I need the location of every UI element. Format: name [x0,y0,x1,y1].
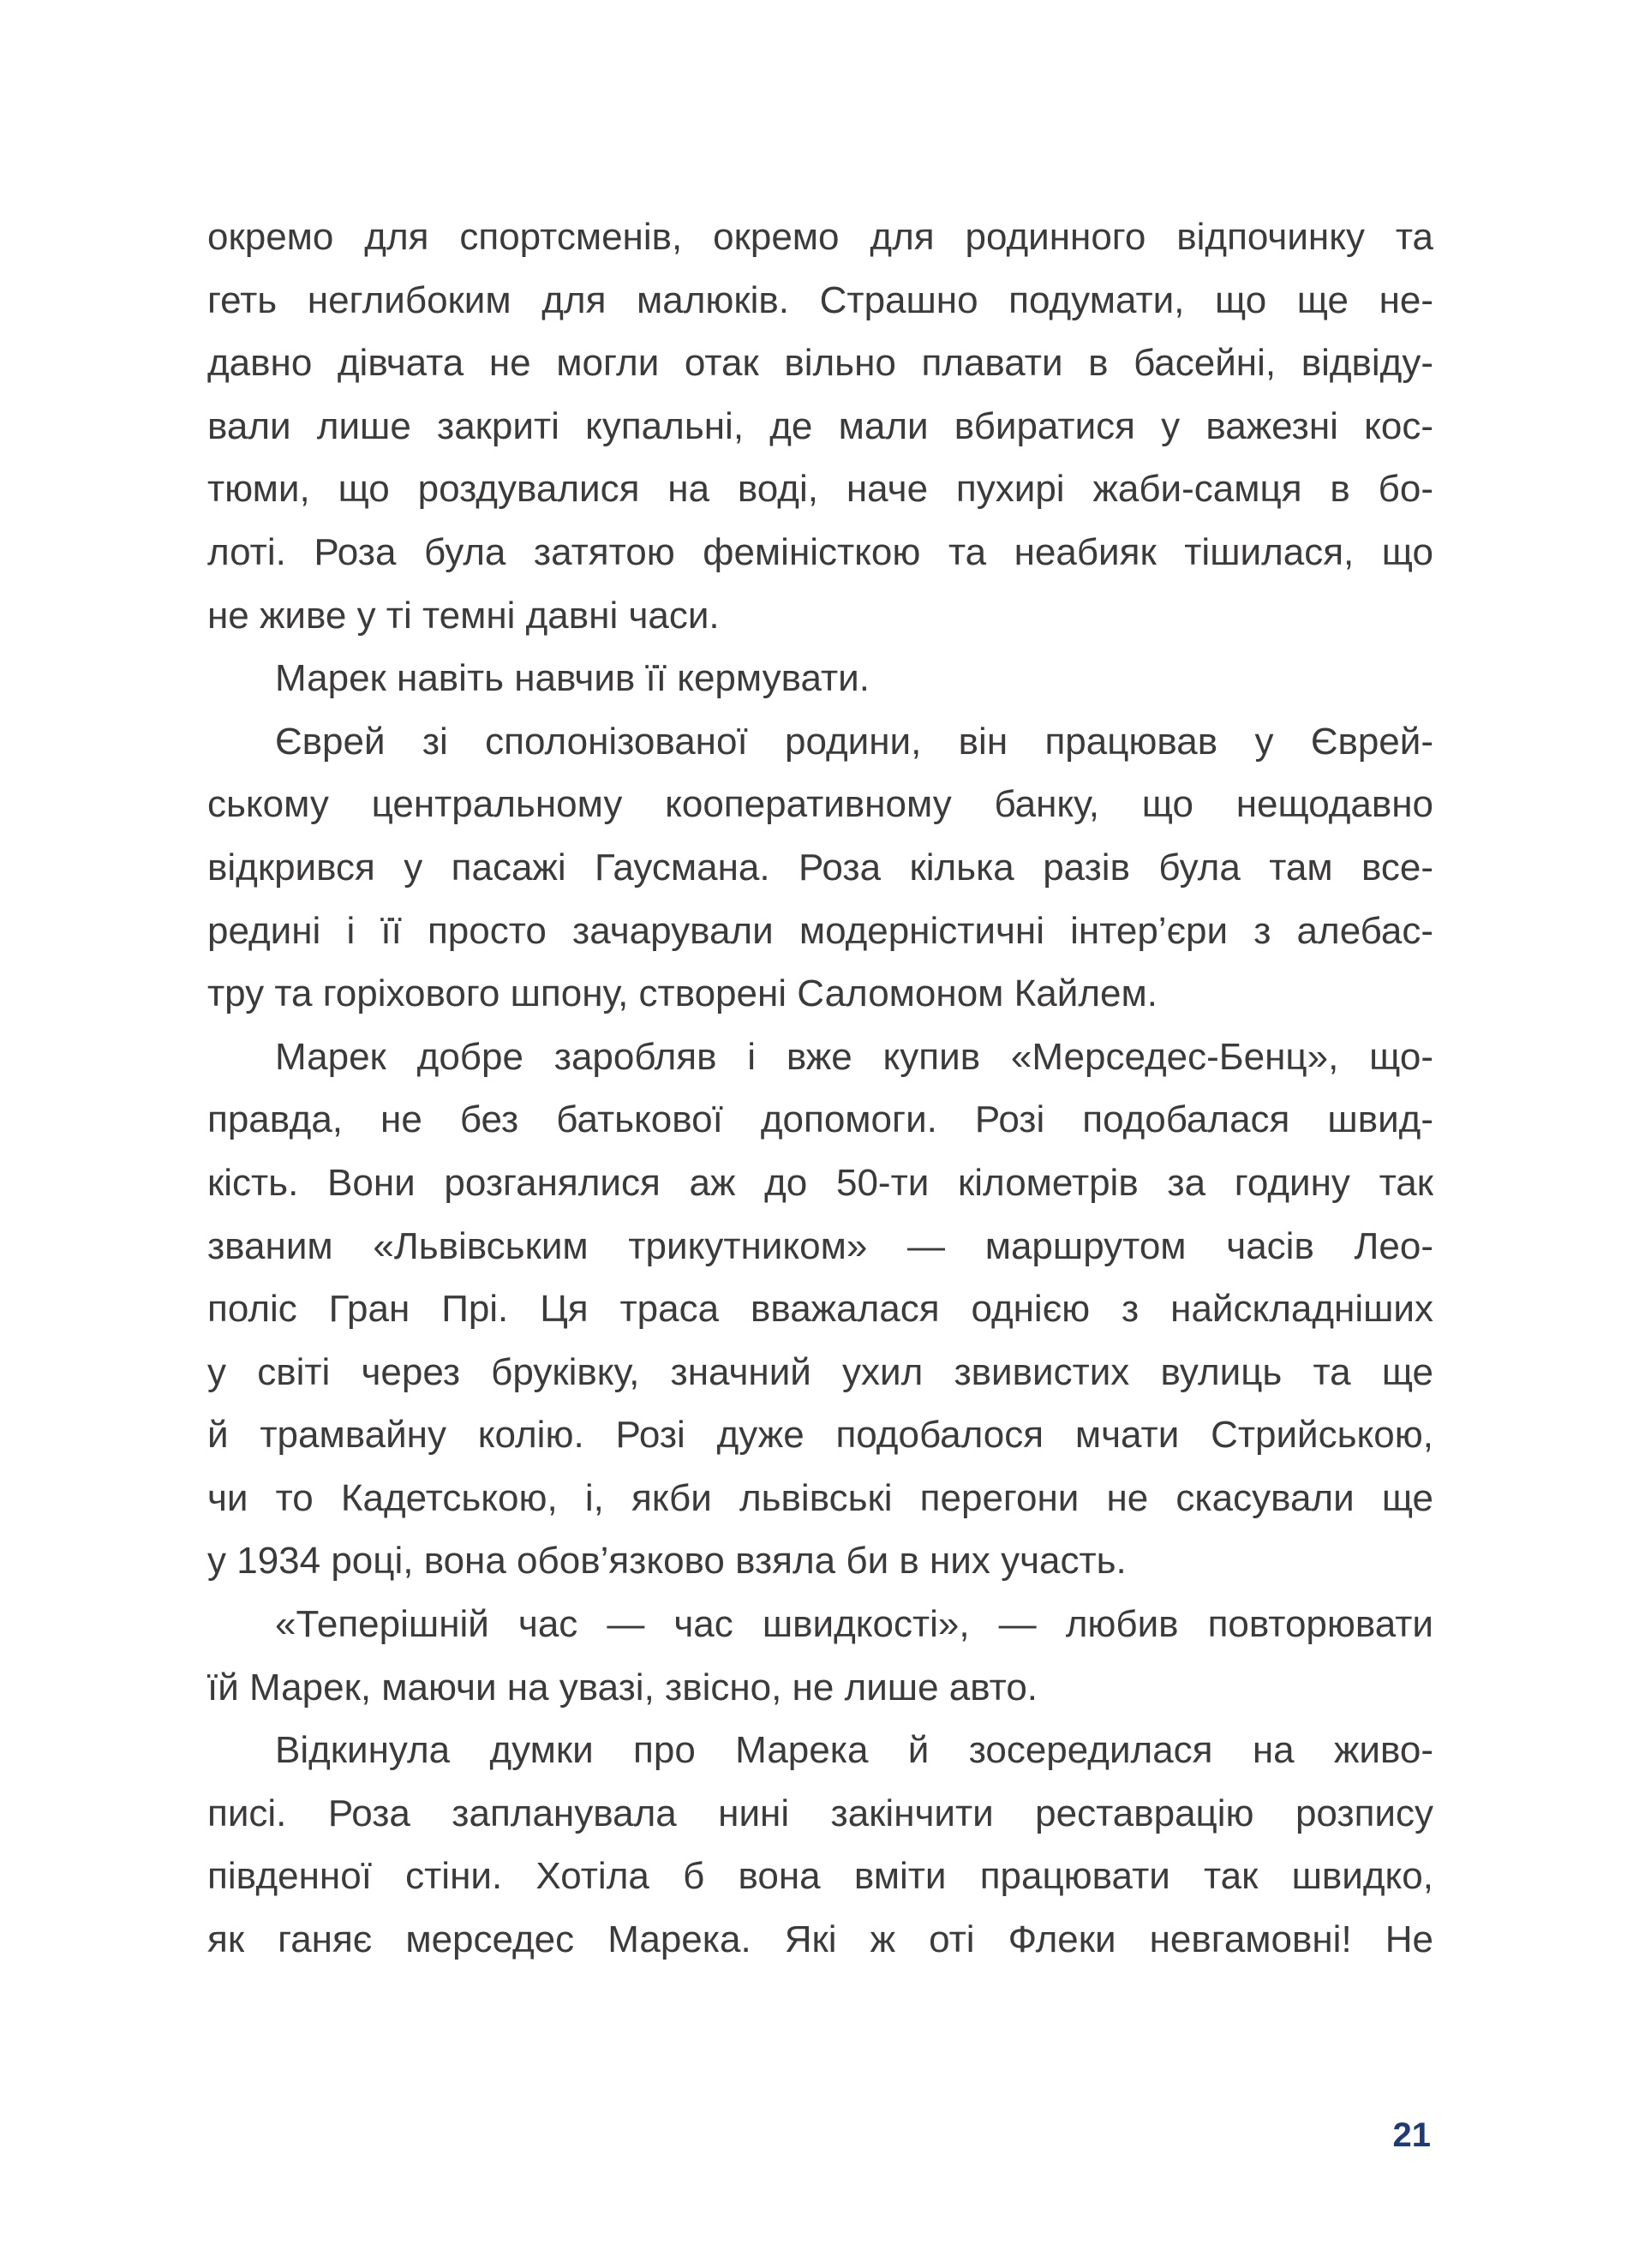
text-line: званим «Львівським трикутником» — маршрутом часів Лео- [207,1224,1433,1267]
text-line: лоті. Роза була затятою феміністкою та неабияк тішилася, що [207,530,1433,573]
text-line: відкрився у пасажі Гаусмана. Роза кілька разів була там все- [207,846,1433,889]
text-line: Марек навіть навчив її кермувати. [275,657,870,700]
body-text [207,206,1433,1972]
text-line: й трамвайну колію. Розі дуже подобалося мчати Стрийською, [207,1414,1433,1457]
text-line: південної стіни. Хотіла б вона вміти працювати так швидко, [207,1855,1433,1898]
text-line: Марек добре заробляв і вже купив «Мерседес-Бенц», що- [275,1035,1433,1078]
text-line: як ганяє мерседес Марека. Які ж оті Флеки невгамовні! Не [207,1918,1433,1961]
text-line: чи то Кадетською, і, якби львівські перегони не скасували ще [207,1476,1433,1519]
text-line: поліс Гран Прі. Ця траса вважалася однією з найскладніших [207,1288,1433,1331]
text-line: Єврей зі сполонізованої родини, він працював у Єврей- [275,720,1433,763]
text-line: ському центральному кооперативному банку, що нещодавно [207,783,1433,826]
text-line: вали лише закриті купальні, де мали вбиратися у важезні кос- [207,404,1433,447]
text-line: давно дівчата не могли отак вільно плавати в басейні, відвіду- [207,342,1433,385]
text-line: правда, не без батькової допомоги. Розі подобалася швид- [207,1098,1433,1141]
text-line: окремо для спортсменів, окремо для родинного відпочинку та [207,216,1433,258]
text-line: тюми, що роздувалися на воді, наче пухирі жаби-самця в бо- [207,468,1433,511]
text-line: редині і її просто зачарували модерністичні інтер’єри з алебас- [207,909,1433,952]
text-line: Відкинула думки про Марека й зосередилася на живо- [275,1729,1433,1772]
page-number: 21 [1392,2116,1431,2154]
text-line: писі. Роза запланувала нині закінчити реставрацію розпису [207,1792,1433,1834]
text-line: їй Марек, маючи на увазі, звісно, не лише авто. [207,1666,1038,1708]
text-line: у 1934 році, вона обов’язково взяла би в них участь. [207,1540,1127,1583]
text-line: геть неглибоким для малюків. Страшно подумати, що ще не- [207,278,1433,321]
text-line: тру та горіхового шпону, створені Саломоном Кайлем. [207,972,1157,1015]
text-line: кість. Вони розганялися аж до 50-ти кілометрів за годину так [207,1161,1433,1204]
text-line: «Теперішній час — час швидкості», — любив повторювати [275,1603,1433,1646]
text-line: у світі через бруківку, значний ухил звивистих вулиць та ще [207,1350,1433,1393]
text-line: не живе у ті темні давні часи. [207,594,720,637]
